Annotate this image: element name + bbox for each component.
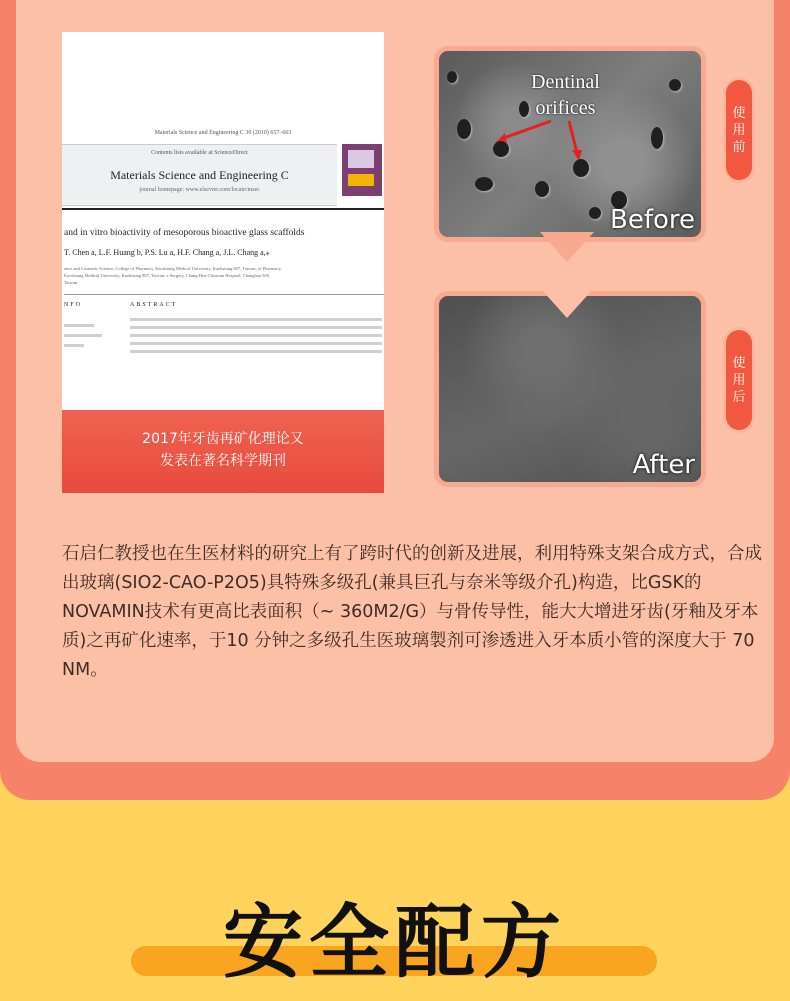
divider — [64, 294, 384, 295]
pore — [573, 159, 589, 177]
text-line — [130, 334, 382, 337]
journal-paper-card — [62, 32, 384, 493]
badge-char: 前 — [732, 139, 746, 155]
paper-authors: T. Chen a, L.F. Huang b, P.S. Lu a, H.F. Chang a, J.L. Chang a,⁎ — [64, 248, 270, 257]
pore — [519, 101, 529, 117]
article-info-heading: NFO — [64, 302, 83, 308]
pore — [651, 127, 663, 149]
pore — [589, 207, 601, 219]
pore — [475, 177, 493, 191]
section-heading: 安全配方 — [223, 896, 567, 989]
text-line — [130, 326, 382, 329]
pointer-down — [540, 232, 594, 262]
pore — [535, 181, 549, 197]
text-line — [64, 334, 102, 337]
abstract-heading: ABSTRACT — [130, 302, 178, 308]
text-line — [130, 342, 382, 345]
description-paragraph: 石启仁教授也在生医材料的研究上有了跨时代的创新及进展，利用特殊支架合成方式，合成出玻璃(SIO2-CAO-P2O5)具特殊多级孔(兼具巨孔与奈米等级介孔)构造，比GSK的NOVAMIN技术有更高比表面积（~ 360M2/G）与骨传导性，能大大增进牙齿(牙釉及牙本质)之再矿化速率，于10 分钟之多级孔生医玻璃製剂可渗透进入牙本质小管的深度大于 70 NM。 — [62, 544, 762, 680]
journal-cover-icon — [342, 144, 382, 196]
before-label: Before — [609, 205, 695, 235]
paper-scan — [62, 32, 384, 410]
caption-line-1: 2017年牙齿再矿化理论又 — [142, 431, 304, 447]
annotation-line-1: Dentinal — [531, 71, 600, 93]
paper-affiliations: ence and Cosmetic Science, College of Pharmacy, Kaohsiung Medical University, Kaohsiung 807, Taiwan; of Pharmacy, Kaohsiung Medical University, Kaohsiung 807, Taiwan; e Surgery, Chang-Hua Christian Hospital, Changhua 500, Taiwan — [64, 266, 282, 285]
after-label: After — [632, 450, 695, 480]
badge-char: 用 — [732, 122, 746, 138]
text-line — [130, 350, 382, 353]
pore — [493, 141, 509, 157]
paper-caption — [62, 410, 384, 493]
caption-line-2: 发表在著名科学期刊 — [160, 453, 286, 469]
badge-after-use — [726, 330, 752, 430]
text-line — [64, 324, 94, 327]
text-line — [130, 318, 382, 321]
paper-title: and in vitro bioactivity of mesoporous bioactive glass scaffolds — [64, 228, 305, 238]
journal-name: Materials Science and Engineering C — [110, 168, 289, 182]
sem-image-before — [434, 46, 706, 242]
divider — [62, 208, 384, 210]
annotation-line-2: orifices — [535, 97, 596, 119]
badge-before-use — [726, 80, 752, 180]
contents-note: Contents lists available at ScienceDirect — [151, 150, 248, 156]
pore — [447, 71, 457, 83]
pore — [457, 119, 471, 139]
badge-char: 使 — [732, 105, 746, 121]
journal-homepage: journal homepage: www.elsevier.com/locate/msec — [139, 187, 260, 193]
text-line — [64, 344, 84, 347]
pore — [669, 79, 681, 91]
pointer-notch — [540, 288, 594, 318]
journal-reference: Materials Science and Engineering C 30 (2010) 657–663 — [154, 130, 292, 136]
badge-char: 使 — [732, 355, 746, 371]
sem-image-after — [434, 291, 706, 487]
badge-char: 用 — [732, 372, 746, 388]
badge-char: 后 — [732, 389, 746, 405]
